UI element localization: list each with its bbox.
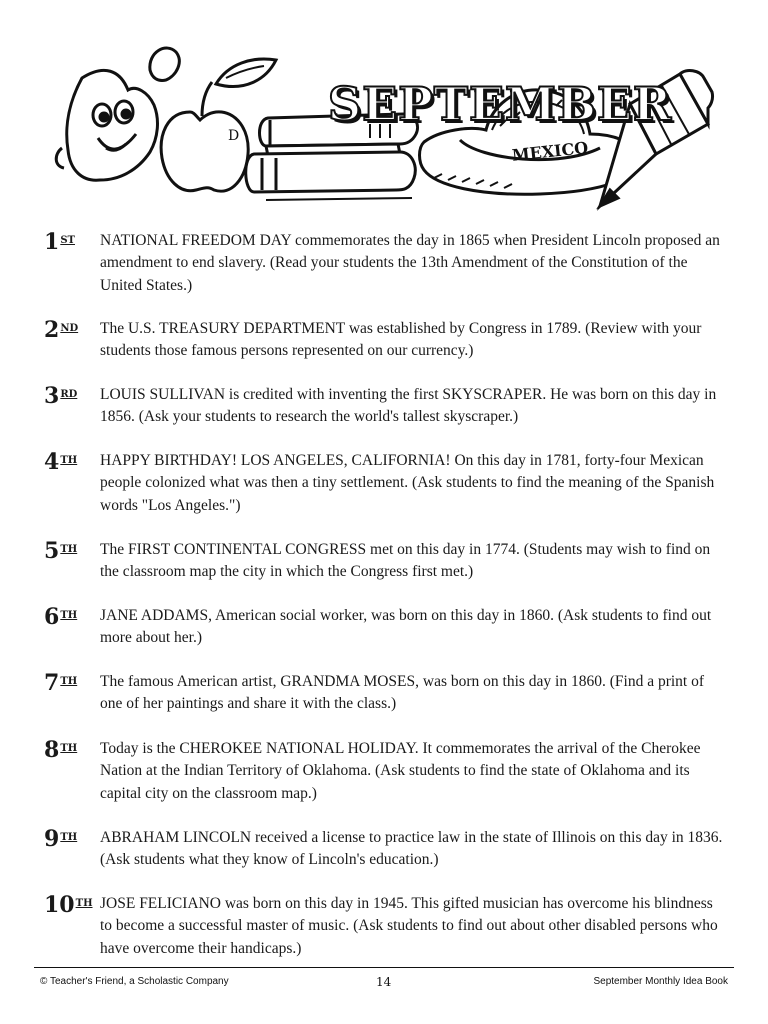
entry-date: 7TH [44,670,78,696]
entry-text: The U.S. TREASURY DEPARTMENT was established by Congress in 1789. (Review with your students those famous persons represented on our currency.) [100,320,702,360]
entry-date: 5TH [44,538,78,564]
page-title: SEPTEMBER [327,77,673,131]
entry-text: JOSE FELICIANO was born on this day in 1945. This gifted musician has overcome his blindness to become a successful master of music. (Ask students to find out about other disabled persons who have overcome their handicaps.) [100,895,718,957]
entry-date: 6TH [44,604,78,630]
page-footer [40,975,728,991]
entry-date: 10TH [44,892,93,918]
entry-text: The FIRST CONTINENTAL CONGRESS met on this day in 1774. (Students may wish to find on the classroom map the city in which the Congress first met.) [100,541,711,581]
entry-text: JANE ADDAMS, American social worker, was born on this day in 1860. (Ask students to find out more about her.) [100,607,712,647]
entry-date: 1ST [44,229,75,255]
entry-text: ABRAHAM LINCOLN received a license to practice law in the state of Illinois on this day in 1836. (Ask students what they know of Lincoln's education.) [100,829,723,869]
footer-divider [34,967,734,968]
svg-text:D: D [228,128,240,144]
ghost-character-icon [56,48,179,180]
entry-text: HAPPY BIRTHDAY! LOS ANGELES, CALIFORNIA! On this day in 1781, forty-four Mexican people colonized what was then a tiny settlement. (Ask students to find the meaning of the Spanish words "Los Angeles.") [100,452,715,514]
entry-date: 3RD [44,383,78,409]
entry-text: The famous American artist, GRANDMA MOSES, was born on this day in 1860. (Find a print of one of her paintings and share it with the class.) [100,673,705,713]
entry-text: Today is the CHEROKEE NATIONAL HOLIDAY. It commemorates the arrival of the Cherokee Nation at the Indian Territory of Oklahoma. (Ask students to find the state of Oklahoma and its capital city on the classroom map.) [100,740,701,802]
entry-date: 2ND [44,317,79,343]
entry-text: NATIONAL FREEDOM DAY commemorates the day in 1865 when President Lincoln proposed an amendment to end slavery. (Read your students the 13th Amendment of the Constitution of the United States.) [100,232,720,294]
header-illustration [40,30,730,222]
entry-text: LOUIS SULLIVAN is credited with inventing the first SKYSCRAPER. He was born on this day in 1856. (Ask your students to research the world's tallest skyscraper.) [100,386,717,426]
entry-date: 4TH [44,449,78,475]
book-title: September Monthly Idea Book [593,976,728,987]
page-number: 14 [376,975,392,989]
entry-date: 9TH [44,826,78,852]
copyright-text: © Teacher's Friend, a Scholastic Company [40,976,229,987]
sombrero-band-label: MEXICO [511,137,590,165]
entry-date: 8TH [44,737,78,763]
